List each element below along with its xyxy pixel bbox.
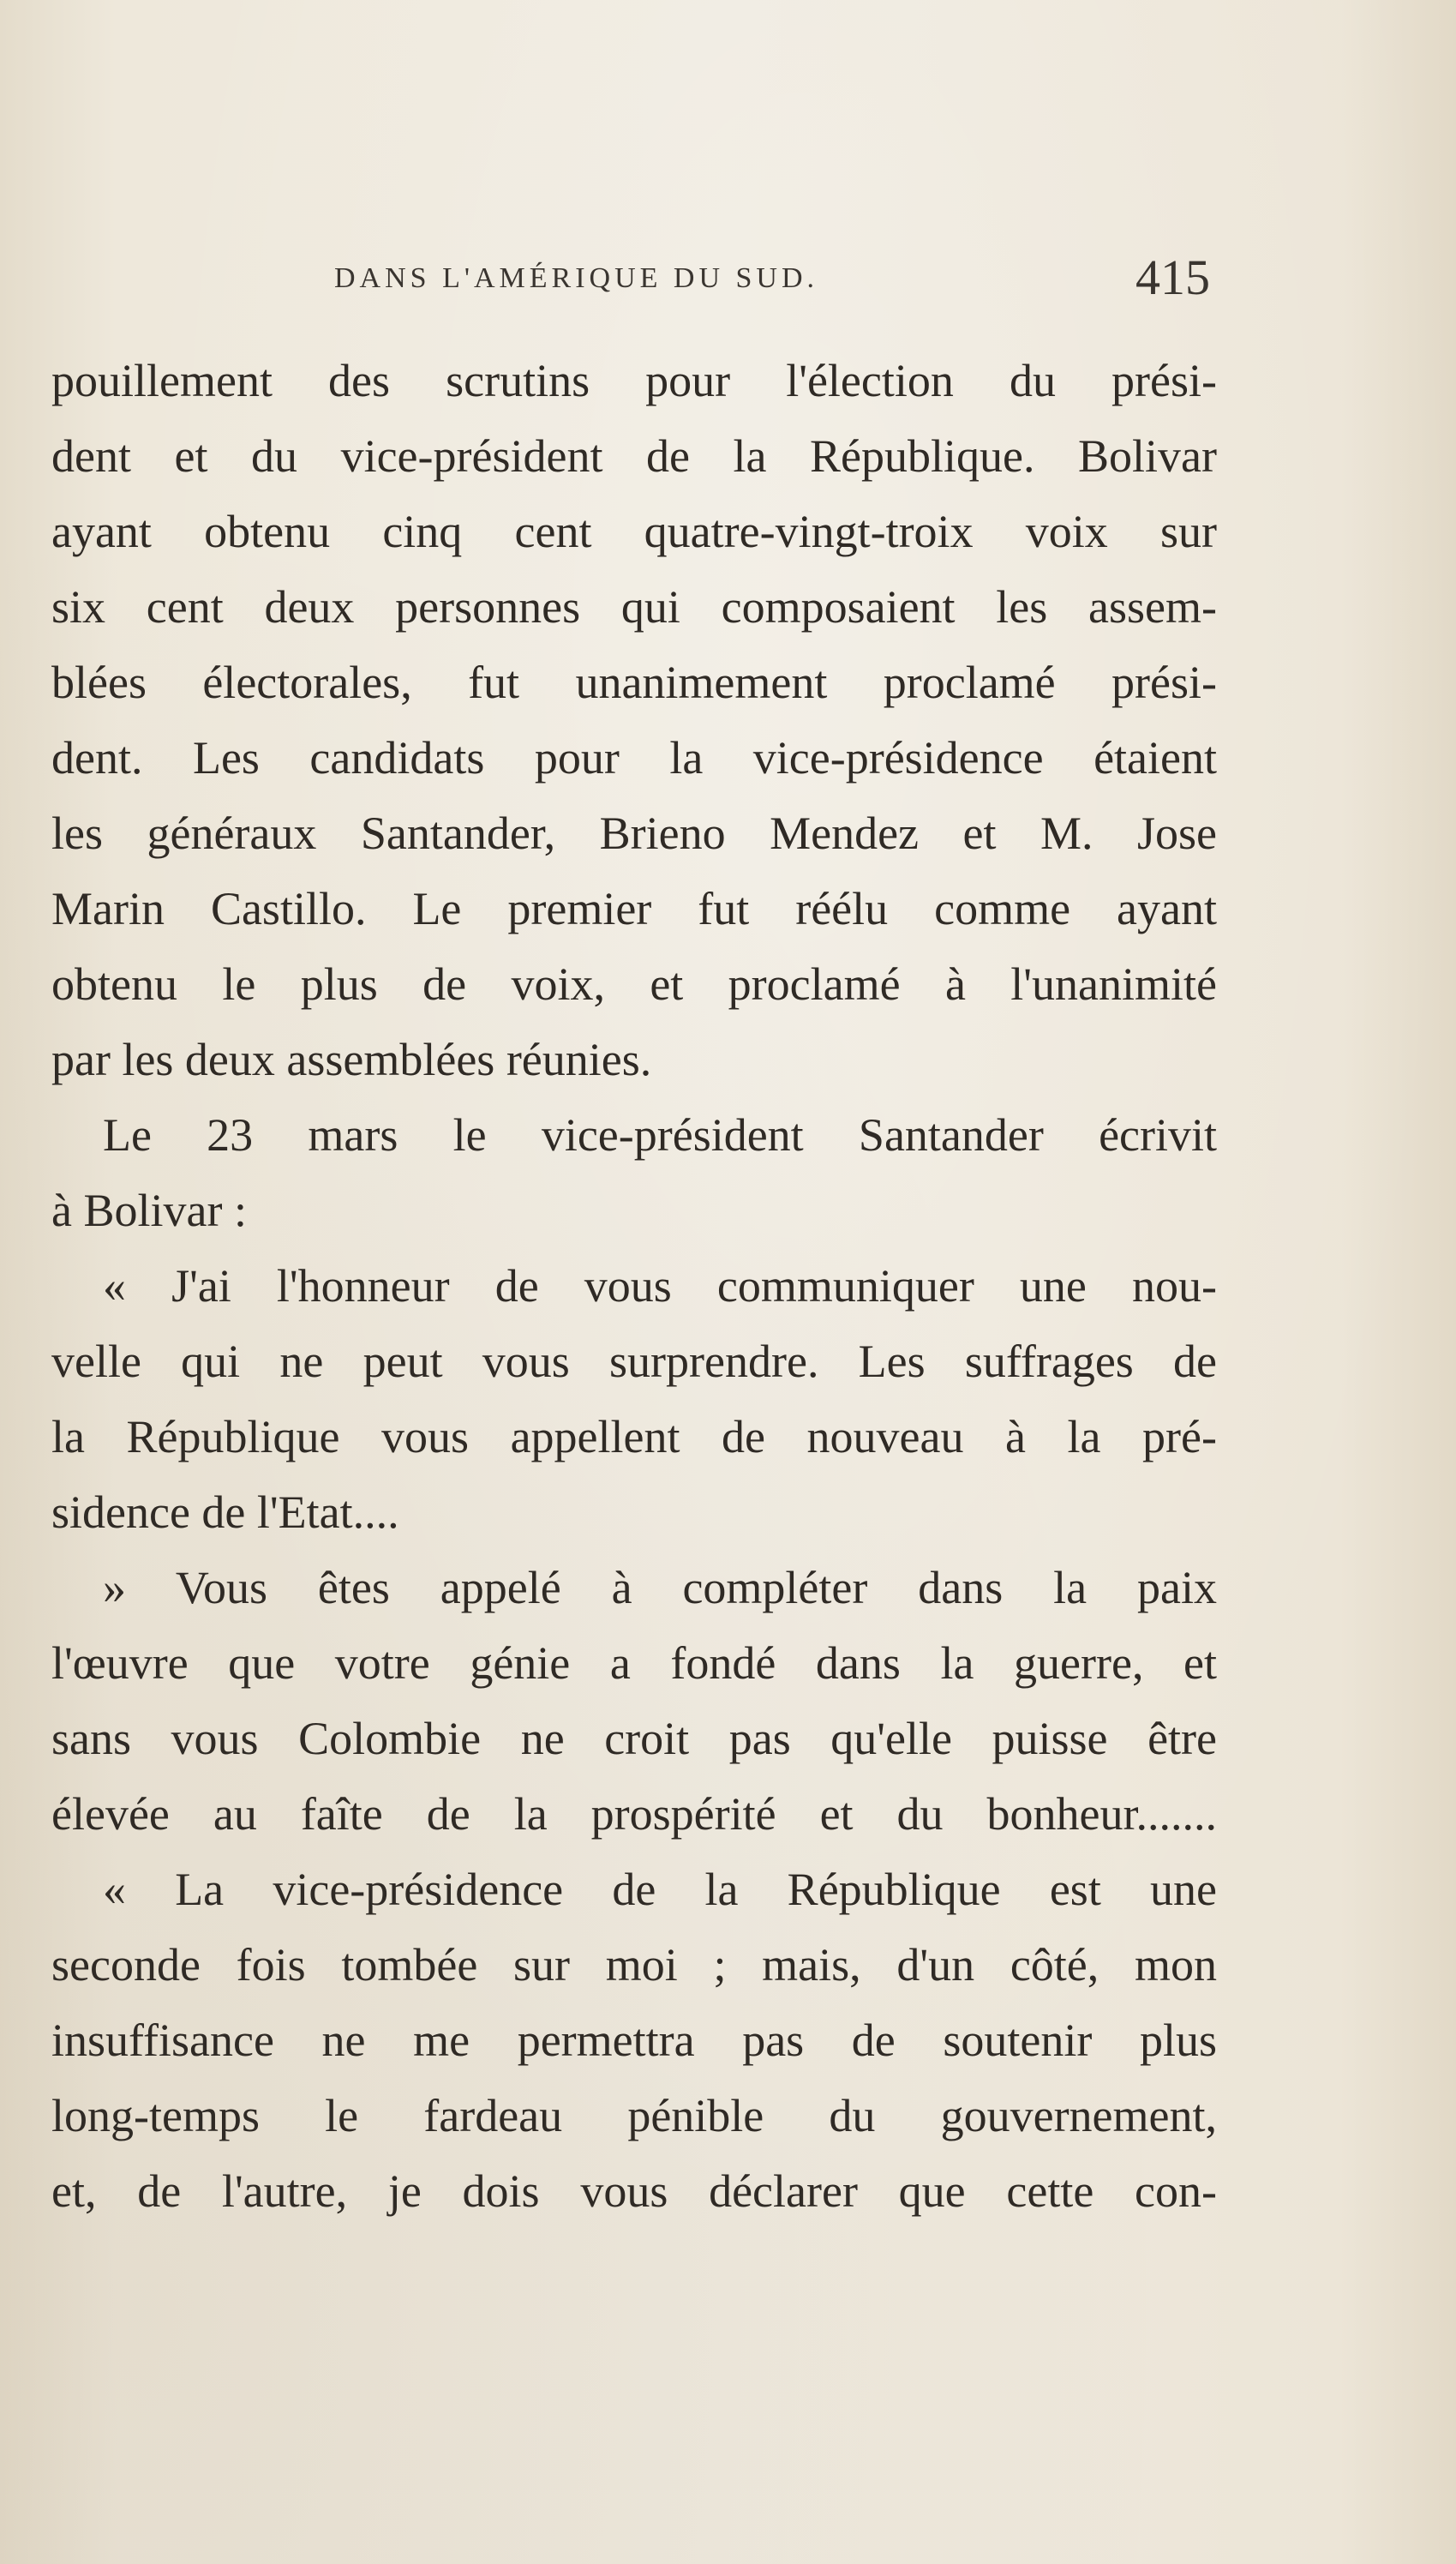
text-line: élevée au faîte de la prospérité et du bonheur.......: [51, 1788, 1217, 1840]
text-line: sidence de l'Etat....: [51, 1486, 399, 1538]
text-line: « La vice-présidence de la République est une: [103, 1864, 1217, 1915]
text-line: Le 23 mars le vice-président Santander écrivit: [103, 1109, 1217, 1161]
text-line: insuffisance ne me permettra pas de soutenir plus: [51, 2015, 1217, 2066]
text-line: blées électorales, fut unanimement proclamé prési-: [51, 657, 1217, 708]
text-line: « J'ai l'honneur de vous communiquer une nou-: [103, 1260, 1217, 1312]
text-line: et, de l'autre, je dois vous déclarer que cette con-: [51, 2165, 1217, 2217]
text-line: obtenu le plus de voix, et proclamé à l'unanimité: [51, 958, 1217, 1010]
text-line: velle qui ne peut vous surprendre. Les suffrages de: [51, 1336, 1217, 1387]
running-head: [51, 249, 1234, 317]
text-line: long-temps le fardeau pénible du gouvernement,: [51, 2090, 1217, 2141]
text-line: par les deux assemblées réunies.: [51, 1034, 652, 1085]
body-text: [51, 343, 1217, 2229]
text-line: six cent deux personnes qui composaient les assem-: [51, 581, 1217, 633]
text-line: les généraux Santander, Brieno Mendez et M. Jose: [51, 808, 1217, 859]
text-line: Marin Castillo. Le premier fut réélu comme ayant: [51, 883, 1217, 934]
text-line: dent et du vice-président de la République. Bolivar: [51, 430, 1217, 482]
text-line: la République vous appellent de nouveau à la pré-: [51, 1411, 1217, 1462]
text-line: sans vous Colombie ne croit pas qu'elle puisse être: [51, 1713, 1217, 1764]
text-line: l'œuvre que votre génie a fondé dans la guerre, et: [51, 1637, 1217, 1689]
text-line: dent. Les candidats pour la vice-présidence étaient: [51, 732, 1217, 784]
page-number: 415: [1135, 249, 1210, 305]
text-line: » Vous êtes appelé à compléter dans la paix: [103, 1562, 1217, 1613]
text-line: seconde fois tombée sur moi ; mais, d'un côté, mon: [51, 1939, 1217, 1991]
running-title: DANS L'AMÉRIQUE DU SUD.: [334, 262, 819, 294]
text-line: ayant obtenu cinq cent quatre-vingt-troix voix sur: [51, 506, 1217, 557]
text-line: pouillement des scrutins pour l'élection du prési-: [51, 355, 1217, 406]
text-line: à Bolivar :: [51, 1185, 247, 1236]
